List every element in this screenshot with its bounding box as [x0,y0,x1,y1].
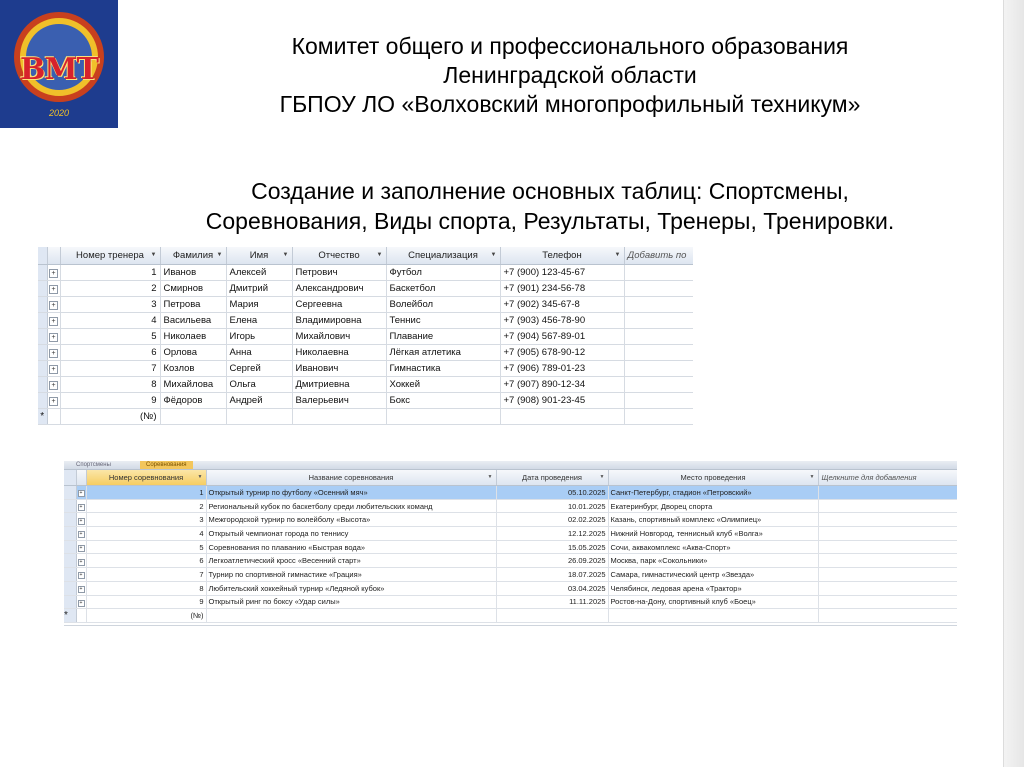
table-row[interactable]: + 4 Васильева Елена Владимировна Теннис +7 (903) 456-78-90 [38,313,693,329]
page-header [170,32,970,119]
slide-edge [1003,0,1024,767]
competitions-datasheet [64,461,957,626]
select-all-cell[interactable] [38,247,47,265]
new-record-row[interactable]: * (№) [64,609,957,623]
table-row[interactable]: + 1 Открытый турнир по футболу «Осенний мяч» 05.10.2025 Санкт-Петербург, стадион «Петровский» [64,486,957,500]
column-header-trainer-number[interactable]: Номер тренера ▼ [60,247,160,265]
expand-plus-icon[interactable]: + [78,518,85,525]
table-row[interactable]: + 8 Любительский хоккейный турнир «Ледяной кубок» 03.04.2025 Челябинск, ледовая арена «Трактор» [64,581,957,595]
row-selector[interactable] [38,265,47,281]
column-header-name[interactable]: Имя ▼ [226,247,292,265]
expand-plus-icon[interactable]: + [49,333,58,342]
column-header-patronymic[interactable]: Отчество ▼ [292,247,386,265]
dropdown-arrow-icon[interactable]: ▼ [809,474,815,480]
dropdown-arrow-icon[interactable]: ▼ [614,252,621,258]
row-selector[interactable] [64,540,76,554]
column-header-venue[interactable]: Место проведения ▼ [608,470,818,486]
expand-plus-icon[interactable]: + [78,586,85,593]
header-line-1: Комитет общего и профессионального образования [291,33,849,59]
column-header-add[interactable]: Добавить по [624,247,693,265]
dropdown-arrow-icon[interactable]: ▼ [282,252,289,258]
expand-plus-icon[interactable]: + [78,531,85,538]
logo-year: 2020 [48,108,70,118]
row-selector[interactable] [38,297,47,313]
table-row[interactable]: + 2 Смирнов Дмитрий Александрович Баскетбол +7 (901) 234-56-78 [38,281,693,297]
expand-plus-icon[interactable]: + [49,317,58,326]
header-line-3: ГБПОУ ЛО «Волховский многопрофильный техникум» [279,91,861,117]
table-row[interactable]: + 8 Михайлова Ольга Дмитриевна Хоккей +7 (907) 890-12-34 [38,377,693,393]
header-line-2: Ленинградской области [443,62,697,88]
new-record-marker: * [64,609,76,623]
expand-plus-icon[interactable]: + [78,545,85,552]
select-all-cell[interactable] [64,470,76,486]
college-emblem-icon [0,0,118,128]
row-selector[interactable] [64,595,76,609]
dropdown-arrow-icon[interactable]: ▼ [197,474,203,480]
table-row[interactable]: + 6 Легкоатлетический кросс «Весенний старт» 26.09.2025 Москва, парк «Сокольники» [64,554,957,568]
expand-plus-icon[interactable]: + [49,349,58,358]
row-selector[interactable] [38,361,47,377]
row-selector[interactable] [38,313,47,329]
row-selector[interactable] [38,377,47,393]
subtitle-line-1: Создание и заполнение основных таблиц: Спортсмены, [251,178,849,204]
row-selector[interactable] [64,568,76,582]
table-row[interactable]: + 9 Фёдоров Андрей Валерьевич Бокс +7 (908) 901-23-45 [38,393,693,409]
expand-plus-icon[interactable]: + [78,504,85,511]
expand-plus-icon[interactable]: + [78,600,85,607]
table-row[interactable]: + 4 Открытый чемпионат города по теннису 12.12.2025 Нижний Новгород, теннисный клуб «Волга» [64,527,957,541]
table-row[interactable]: + 6 Орлова Анна Николаевна Лёгкая атлетика +7 (905) 678-90-12 [38,345,693,361]
table-row[interactable]: + 1 Иванов Алексей Петрович Футбол +7 (900) 123-45-67 [38,265,693,281]
new-record-row[interactable]: * (№) [38,409,693,425]
column-header-date[interactable]: Дата проведения ▼ [496,470,608,486]
expand-plus-icon[interactable]: + [49,285,58,294]
logo-text: ВМТ [20,52,98,87]
dropdown-arrow-icon[interactable]: ▼ [150,252,157,258]
expand-plus-icon[interactable]: + [78,559,85,566]
column-header-competition-name[interactable]: Название соревнования ▼ [206,470,496,486]
column-header-specialization[interactable]: Специализация ▼ [386,247,500,265]
expand-plus-icon[interactable]: + [49,365,58,374]
column-header-surname[interactable]: Фамилия ▼ [160,247,226,265]
row-selector[interactable] [64,486,76,500]
expand-header [47,247,60,265]
table-row[interactable]: + 3 Межгородской турнир по волейболу «Высота» 02.02.2025 Казань, спортивный комплекс «Олимпиец» [64,513,957,527]
dropdown-arrow-icon[interactable]: ▼ [490,252,497,258]
row-selector[interactable] [38,393,47,409]
row-selector[interactable] [64,527,76,541]
expand-plus-icon[interactable]: + [78,572,85,579]
dropdown-arrow-icon[interactable]: ▼ [599,474,605,480]
row-selector[interactable] [38,345,47,361]
subtitle-line-2: Соревнования, Виды спорта, Результаты, Тренеры, Тренировки. [205,208,895,234]
new-record-marker: * [38,409,47,425]
tab-athletes[interactable]: Спортсмены [76,462,111,468]
expand-plus-icon[interactable]: + [49,301,58,310]
table-row[interactable]: + 5 Николаев Игорь Михайлович Плавание +7 (904) 567-89-01 [38,329,693,345]
tab-competitions[interactable]: Соревнования [140,461,193,469]
dropdown-arrow-icon[interactable]: ▼ [487,474,493,480]
expand-plus-icon[interactable]: + [49,397,58,406]
row-selector[interactable] [64,499,76,513]
expand-plus-icon[interactable]: + [49,381,58,390]
table-row[interactable]: + 9 Открытый ринг по боксу «Удар силы» 11.11.2025 Ростов-на-Дону, спортивный клуб «Боец» [64,595,957,609]
dropdown-arrow-icon[interactable]: ▼ [376,252,383,258]
expand-plus-icon[interactable]: + [78,490,85,497]
table-row[interactable]: + 2 Региональный кубок по баскетболу среди любительских команд 10.01.2025 Екатеринбург, Дворец спорта [64,499,957,513]
column-header-competition-number[interactable]: Номер соревнования ▼ [86,470,206,486]
table-row[interactable]: + 7 Козлов Сергей Иванович Гимнастика +7 (906) 789-01-23 [38,361,693,377]
row-selector[interactable] [64,581,76,595]
dropdown-arrow-icon[interactable]: ▼ [216,252,223,258]
row-selector[interactable] [64,513,76,527]
object-tabs [64,461,957,470]
expand-header [76,470,86,486]
table-row[interactable]: + 5 Соревнования по плаванию «Быстрая вода» 15.05.2025 Сочи, аквакомплекс «Аква-Спорт» [64,540,957,554]
row-selector[interactable] [64,554,76,568]
trainers-datasheet [38,247,693,429]
column-header-add[interactable]: Щелкните для добавления [818,470,957,486]
page-subtitle [80,176,1020,236]
row-selector[interactable] [38,329,47,345]
column-header-phone[interactable]: Телефон ▼ [500,247,624,265]
table-row[interactable]: + 7 Турнир по спортивной гимнастике «Грация» 18.07.2025 Самара, гимнастический центр «Звезда» [64,568,957,582]
expand-plus-icon[interactable]: + [49,269,58,278]
row-selector[interactable] [38,281,47,297]
table-row[interactable]: + 3 Петрова Мария Сергеевна Волейбол +7 (902) 345-67-8 [38,297,693,313]
